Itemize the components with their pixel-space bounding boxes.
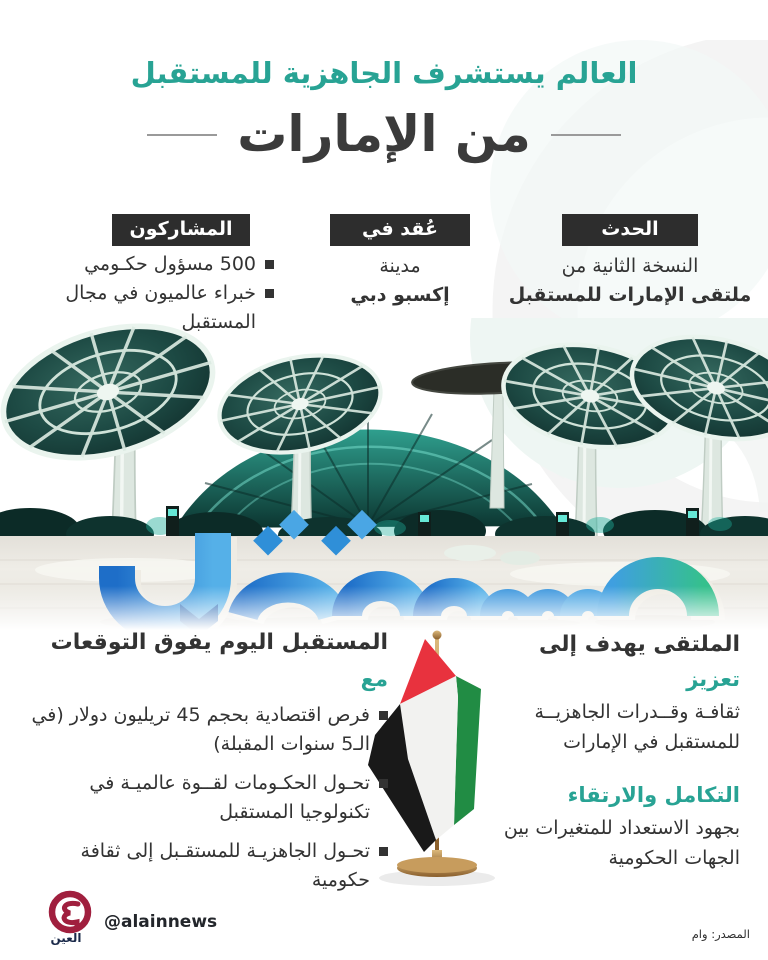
goal1-text: ثقافـة وقــدرات الجاهزيــة للمستقبل في الإمارات	[534, 701, 740, 753]
bullet-square-icon	[379, 779, 388, 788]
alain-logo-icon	[30, 890, 102, 936]
venue-text	[300, 252, 500, 310]
alain-logo	[30, 890, 102, 944]
goals-heading: الملتقى يهدف إلى	[538, 632, 740, 657]
bullet-square-icon	[379, 711, 388, 720]
venue-line1: مدينة	[379, 255, 421, 277]
venue-badge: عُقد في	[330, 214, 470, 246]
venue-line2: إكسبو دبي	[350, 284, 450, 306]
social-handle[interactable]: @alainnews	[104, 912, 218, 932]
participants-badge: المشاركون	[112, 214, 250, 246]
alain-logo-label: العين	[50, 931, 82, 945]
divider-right	[147, 134, 217, 136]
event-text	[505, 252, 755, 310]
event-line2: ملتقى الإمارات للمستقبل	[508, 284, 752, 306]
future-bullet3: تحـول الجاهزيـة للمستقـبل إلى ثقافة حكومية	[80, 840, 370, 891]
goal2-title: التكامل والارتقاء	[567, 783, 740, 807]
future-section	[20, 630, 388, 895]
bullet-square-icon	[379, 847, 388, 856]
event-line1: النسخة الثانية من	[561, 255, 699, 277]
list-item	[20, 837, 388, 895]
flag-base	[397, 850, 477, 877]
event-badge: الحدث	[562, 214, 698, 246]
goal1-title: تعزيز	[686, 667, 740, 691]
page-title: العالم يستشرف الجاهزية للمستقبل	[130, 56, 638, 90]
bullet-square-icon	[265, 289, 274, 298]
list-item	[20, 701, 388, 759]
goal2-text: بجهود الاستعداد للمتغيرات بين الجهات الحكومية	[503, 817, 740, 869]
source-credit: المصدر: وام	[691, 927, 750, 941]
expo-photo-illustration	[0, 318, 768, 630]
list-item	[28, 250, 274, 279]
bullet-square-icon	[265, 260, 274, 269]
divider-left	[551, 134, 621, 136]
page-subtitle-row	[0, 106, 768, 164]
future-subheading: مع	[360, 667, 388, 691]
future-bullet1: فرص اقتصادية بحجم 45 تريليون دولار (في الـ5 سنوات المقبلة)	[31, 704, 370, 755]
future-heading: المستقبل اليوم يفوق التوقعات	[50, 630, 388, 655]
participants-bullet2: خبراء عالميون في مجال المستقبل	[65, 282, 256, 333]
list-item	[20, 769, 388, 827]
participants-bullet1: 500 مسؤول حكـومي	[84, 253, 256, 275]
page-subtitle: من الإمارات	[237, 105, 531, 163]
future-bullet2: تحـول الحكـومات لقــوة عالميـة في تكنولوجيا المستقبل	[89, 772, 370, 823]
